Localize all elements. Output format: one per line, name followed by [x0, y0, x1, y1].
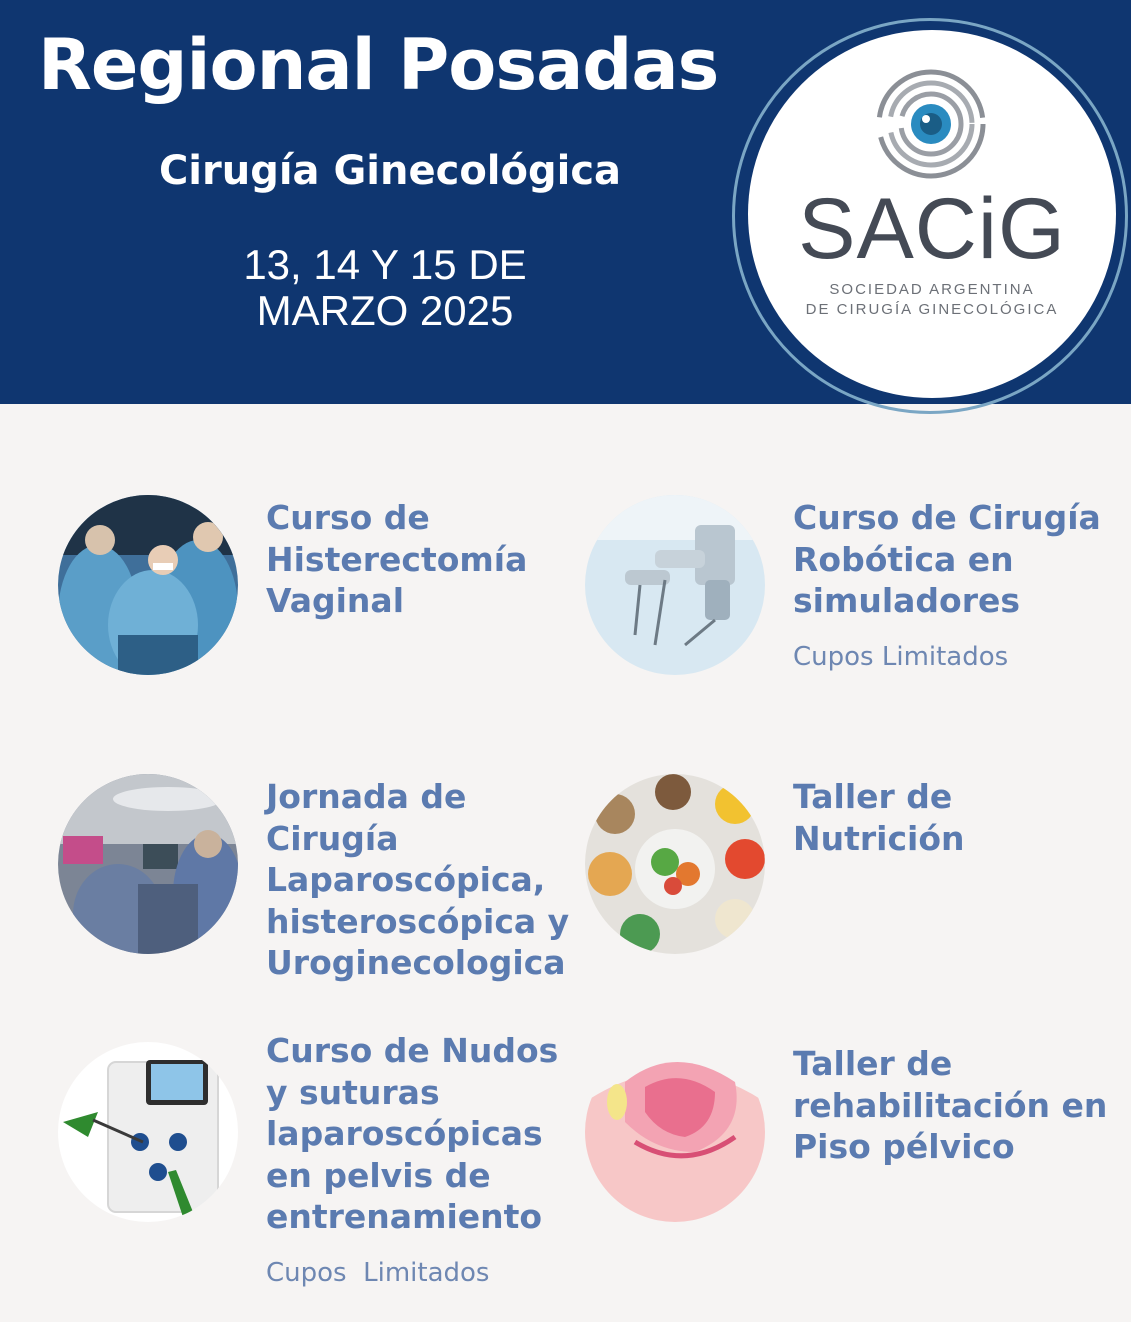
item-title-line: simuladores	[793, 581, 1021, 620]
item-title-line: Histerectomía	[266, 539, 528, 579]
logo-subtitle	[748, 280, 1116, 320]
item-title-line: histeroscópica y	[266, 901, 570, 941]
logo-sub-line-1: SOCIEDAD ARGENTINA	[829, 281, 1035, 298]
event-dates	[0, 242, 770, 334]
course-vaginal-hysterectomy	[266, 497, 527, 622]
limited-spots-note: Cupos Limitados	[266, 1258, 490, 1288]
course-robotic-surgery	[793, 497, 1101, 622]
logo-wordmark: SACiG	[798, 181, 1066, 277]
page-subtitle: Cirugía Ginecológica	[158, 148, 622, 194]
item-title-line: Piso pélvico	[793, 1127, 1015, 1166]
surgery-day-laparoscopic	[266, 776, 569, 984]
item-title-line: entrenamiento	[266, 1197, 543, 1236]
item-title-line: laparoscópicas	[266, 1114, 543, 1153]
robotic-arms-photo	[585, 495, 765, 675]
item-title-line: Vaginal	[266, 581, 405, 620]
item-title-line: en pelvis de	[266, 1155, 491, 1195]
course-knots-sutures	[266, 1030, 558, 1238]
item-title-line: Taller de	[793, 777, 953, 816]
item-title-line: Curso de Cirugía	[793, 498, 1101, 537]
pelvic-floor-rehab-workshop	[793, 1043, 1107, 1168]
operating-room-photo	[58, 774, 238, 954]
page-title: Regional Posadas	[38, 24, 719, 106]
eye-lens-icon	[875, 68, 987, 180]
healthy-food-bowls-photo	[585, 774, 765, 954]
limited-spots-note: Cupos Limitados	[793, 642, 1009, 672]
item-title-line: Laparoscópica,	[266, 860, 546, 899]
item-title-line: Robótica en	[793, 539, 1014, 579]
logo-sub-line-2: DE CIRUGÍA GINECOLÓGICA	[805, 301, 1059, 318]
item-title-line: Curso de Nudos	[266, 1031, 559, 1070]
item-title-line: Nutrición	[793, 818, 965, 858]
laparoscopic-trainer-photo	[58, 1042, 238, 1222]
dates-line-2: MARZO 2025	[256, 287, 514, 334]
item-title-line: Cirugía	[266, 818, 399, 858]
dates-line-1: 13, 14 Y 15 DE	[243, 241, 527, 288]
item-title-line: Curso de	[266, 498, 430, 537]
item-title-line: Taller de	[793, 1044, 953, 1083]
pelvic-floor-illustration	[585, 1042, 765, 1222]
item-title-line: rehabilitación en	[793, 1085, 1108, 1125]
surgeons-operating-photo	[58, 495, 238, 675]
item-title-line: Uroginecologica	[266, 943, 566, 982]
item-title-line: Jornada de	[266, 777, 467, 816]
item-title-line: y suturas	[266, 1072, 440, 1112]
nutrition-workshop	[793, 776, 965, 859]
